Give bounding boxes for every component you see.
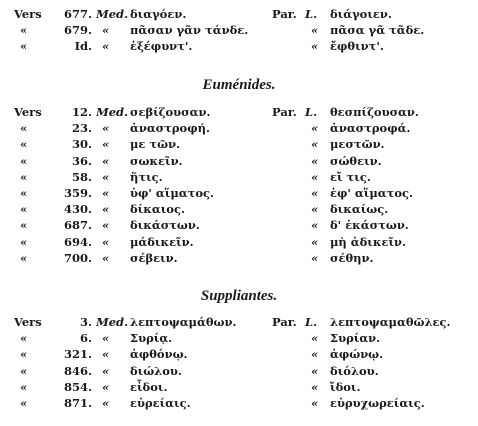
manuscript-siglum: « — [102, 331, 110, 346]
verse-label: « — [20, 234, 28, 249]
comparison-siglum: « — [311, 347, 319, 362]
collation-row — [0, 363, 478, 379]
manuscript-reading: δικάστων. — [130, 218, 200, 233]
collation-row — [0, 22, 478, 38]
comparison-reading: λεπτοψαμαθῶλες. — [330, 315, 451, 329]
verse-number: 3. — [79, 315, 92, 329]
verse-label: « — [20, 379, 28, 394]
verse-number: 359. — [63, 186, 92, 200]
comparison-reading: εὐρυχωρείαις. — [330, 396, 425, 410]
collation-row — [0, 217, 478, 233]
collation-row — [0, 185, 478, 201]
manuscript-reading: ἐξέφυντ'. — [130, 39, 193, 54]
manuscript-siglum: « — [102, 363, 110, 378]
manuscript-reading: Συρίᾳ. — [130, 331, 173, 346]
manuscript-reading: πᾶσαν γᾶν τάνδε. — [130, 23, 249, 38]
verse-label: « — [20, 202, 28, 217]
collation-row — [0, 104, 478, 120]
comparison-reading: ἀφώνῳ. — [330, 347, 384, 362]
collation-row — [0, 169, 478, 185]
comparison-siglum: « — [311, 186, 319, 200]
comparison-siglum: « — [311, 331, 319, 346]
verse-number: 321. — [63, 347, 92, 362]
manuscript-siglum: « — [102, 137, 110, 152]
manuscript-siglum: « — [102, 153, 110, 168]
manuscript-reading: σωκεῖν. — [130, 153, 183, 168]
comparison-reading: θεσπίζουσαν. — [330, 105, 419, 119]
collation-row — [0, 6, 478, 22]
verse-label: Vers — [14, 7, 42, 21]
manuscript-reading: δίκαιος. — [130, 202, 185, 217]
manuscript-siglum: « — [102, 218, 110, 233]
comparison-label: Par. — [272, 315, 297, 329]
verse-number: 30. — [71, 137, 92, 152]
verse-number: 36. — [71, 153, 92, 168]
section-title-suppliantes: Suppliantes. — [200, 288, 278, 304]
comparison-siglum: L. — [305, 7, 318, 21]
verse-label: Vers — [14, 315, 42, 329]
manuscript-reading: ἥτις. — [130, 169, 163, 184]
verse-number: 846. — [63, 363, 92, 378]
comparison-siglum: L. — [305, 315, 318, 329]
comparison-reading: σέθην. — [330, 250, 374, 265]
manuscript-siglum: « — [102, 347, 110, 362]
collation-row — [0, 250, 478, 266]
verse-number: Id. — [74, 39, 92, 54]
collation-row — [0, 136, 478, 152]
comparison-siglum: « — [311, 169, 319, 184]
verse-label: « — [20, 137, 28, 152]
verse-label: « — [20, 169, 28, 184]
manuscript-siglum: « — [102, 121, 110, 136]
comparison-siglum: « — [311, 363, 319, 378]
comparison-reading: διάγοιεν. — [330, 7, 392, 21]
manuscript-reading: ἀφθόνῳ. — [130, 347, 188, 362]
comparison-reading: Συρίαν. — [330, 331, 381, 346]
section-title-eumenides: Euménides. — [202, 77, 276, 93]
collation-row — [0, 314, 478, 330]
manuscript-reading: ἀναστροφή. — [130, 121, 210, 136]
manuscript-siglum: « — [102, 250, 110, 265]
verse-label: « — [20, 396, 28, 410]
comparison-reading: ἴδοι. — [330, 379, 361, 394]
comparison-reading: εἴ τις. — [330, 169, 371, 184]
comparison-reading: ἀναστροφά. — [330, 121, 411, 136]
manuscript-siglum: « — [102, 39, 110, 54]
verse-label: « — [20, 39, 28, 54]
collation-row — [0, 38, 478, 54]
manuscript-siglum: Med. — [96, 7, 129, 21]
collation-row — [0, 330, 478, 346]
verse-number: 6. — [79, 331, 92, 346]
verse-label: « — [20, 186, 28, 200]
comparison-siglum: « — [311, 137, 319, 152]
verse-label: « — [20, 250, 28, 265]
verse-number: 58. — [71, 169, 92, 184]
manuscript-siglum: « — [102, 379, 110, 394]
verse-number: 679. — [63, 23, 92, 38]
comparison-reading: ἔφθιντ'. — [330, 39, 384, 54]
comparison-reading: ἐφ' αἵματος. — [330, 186, 414, 200]
comparison-reading: δικαίως. — [330, 202, 389, 217]
manuscript-reading: με τῶν. — [130, 137, 181, 152]
verse-number: 23. — [71, 121, 92, 136]
verse-number: 871. — [63, 396, 92, 410]
verse-number: 854. — [63, 379, 92, 394]
comparison-siglum: « — [311, 234, 319, 249]
verse-label: « — [20, 347, 28, 362]
verse-number: 687. — [63, 218, 92, 233]
comparison-siglum: « — [311, 218, 319, 233]
collation-row — [0, 153, 478, 169]
manuscript-reading: εἶδοι. — [130, 379, 168, 394]
comparison-reading: μὴ ἀδικεῖν. — [330, 234, 407, 249]
manuscript-siglum: « — [102, 396, 110, 410]
manuscript-reading: διώλου. — [130, 363, 182, 378]
manuscript-siglum: « — [102, 23, 110, 38]
manuscript-reading: σεβίζουσαν. — [130, 105, 211, 119]
comparison-reading: δ' ἑκάστων. — [330, 218, 409, 233]
comparison-reading: πᾶσα γᾶ τᾶδε. — [330, 23, 425, 38]
verse-label: « — [20, 153, 28, 168]
collation-row — [0, 379, 478, 395]
collation-row — [0, 201, 478, 217]
comparison-siglum: « — [311, 379, 319, 394]
comparison-siglum: « — [311, 39, 319, 54]
verse-number: 700. — [63, 250, 92, 265]
verse-label: Vers — [14, 105, 42, 119]
comparison-reading: μεστῶν. — [330, 137, 385, 152]
manuscript-siglum: Med. — [96, 105, 129, 119]
manuscript-reading: σέβειν. — [130, 250, 178, 265]
verse-label: « — [20, 331, 28, 346]
manuscript-reading: διαγόεν. — [130, 7, 187, 21]
verse-number: 430. — [63, 202, 92, 217]
verse-number: 694. — [63, 234, 92, 249]
manuscript-reading: εὐρείαις. — [130, 396, 191, 410]
comparison-label: Par. — [272, 7, 297, 21]
manuscript-siglum: Med. — [96, 315, 129, 329]
collation-row — [0, 395, 478, 411]
comparison-siglum: « — [311, 396, 319, 410]
collation-row — [0, 120, 478, 136]
comparison-siglum: « — [311, 23, 319, 38]
verse-label: « — [20, 363, 28, 378]
verse-label: « — [20, 121, 28, 136]
comparison-siglum: « — [311, 250, 319, 265]
verse-number: 677. — [63, 7, 92, 21]
collation-row — [0, 234, 478, 250]
comparison-siglum: « — [311, 202, 319, 217]
comparison-siglum: « — [311, 153, 319, 168]
comparison-label: Par. — [272, 105, 297, 119]
manuscript-siglum: « — [102, 234, 110, 249]
comparison-siglum: L. — [305, 105, 318, 119]
comparison-reading: σώθειν. — [330, 153, 382, 168]
verse-label: « — [20, 23, 28, 38]
comparison-siglum: « — [311, 121, 319, 136]
collation-row — [0, 346, 478, 362]
manuscript-reading: ὑφ' αἵματος. — [130, 186, 215, 200]
manuscript-siglum: « — [102, 169, 110, 184]
comparison-reading: διόλου. — [330, 363, 379, 378]
manuscript-reading: λεπτοψαμάθων. — [130, 315, 237, 329]
manuscript-siglum: « — [102, 202, 110, 217]
verse-number: 12. — [71, 105, 92, 119]
verse-label: « — [20, 218, 28, 233]
manuscript-reading: μάδικεῖν. — [130, 234, 194, 249]
manuscript-siglum: « — [102, 186, 110, 200]
